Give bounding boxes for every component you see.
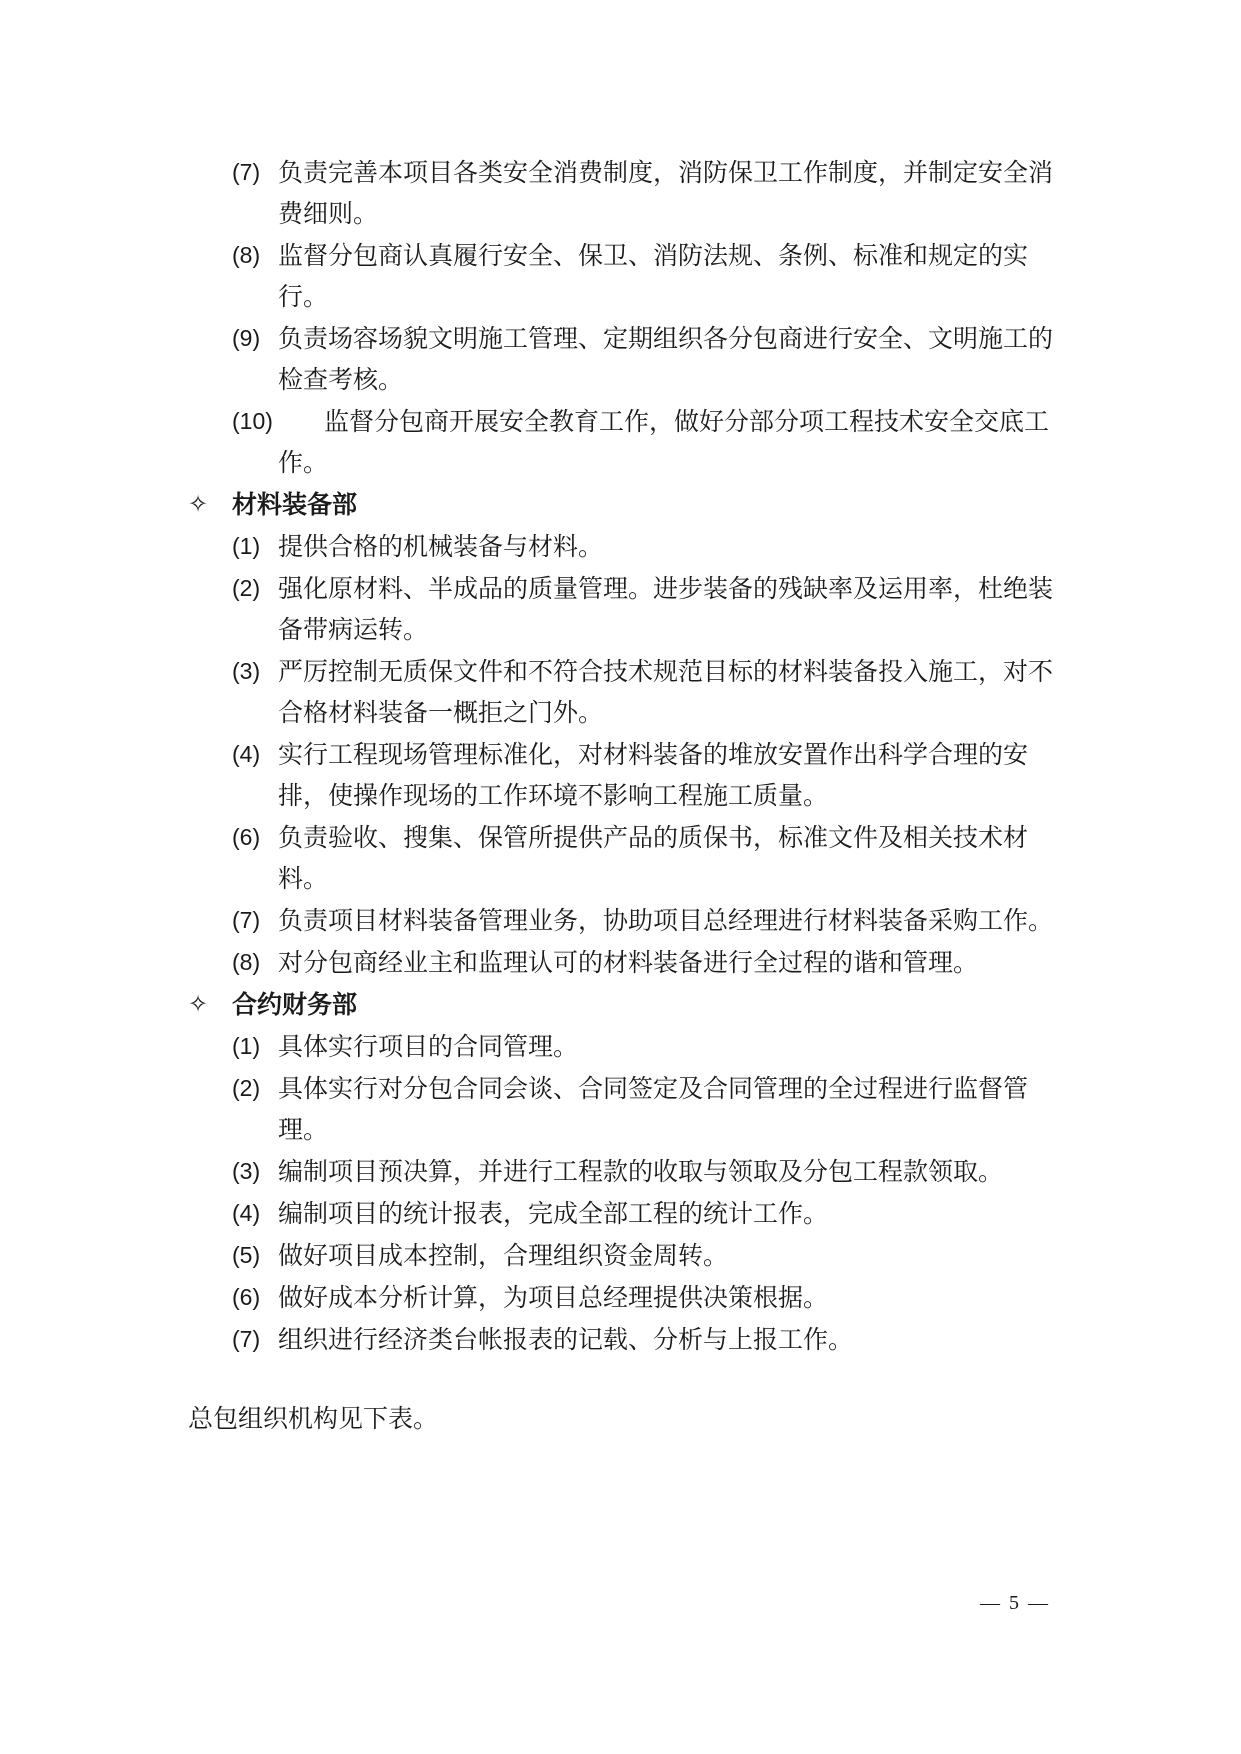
list-item (188, 1277, 1058, 1318)
list-item (188, 318, 1058, 400)
summary-paragraph: 总包组织机构见下表。 (188, 1404, 439, 1433)
list-item (188, 1319, 1058, 1360)
list-item (188, 401, 1058, 483)
section-heading (188, 484, 1058, 525)
item-text: 提供合格的机械装备与材料。 (278, 532, 604, 561)
list-item (188, 1068, 1058, 1150)
list-item (188, 152, 1058, 234)
item-text: 具体实行对分包合同会谈、合同签定及合同管理的全过程进行监督管理。 (278, 1074, 1029, 1144)
list-item (188, 734, 1058, 816)
item-text: 负责场容场貌文明施工管理、定期组织各分包商进行安全、文明施工的检查考核。 (278, 324, 1054, 394)
section-heading-text: 材料装备部 (232, 490, 358, 519)
item-number: (1) (232, 1033, 261, 1059)
item-number: (4) (232, 1200, 261, 1226)
item-number: (1) (232, 533, 261, 559)
item-number: (3) (232, 1158, 261, 1184)
item-number: (8) (232, 242, 261, 268)
list-item (188, 1193, 1058, 1234)
item-number: (10) (232, 408, 273, 434)
item-number: (3) (232, 658, 261, 684)
item-text: 编制项目的统计报表，完成全部工程的统计工作。 (278, 1199, 829, 1228)
item-number: (8) (232, 949, 261, 975)
item-number: (9) (232, 325, 261, 351)
item-number: (6) (232, 1284, 261, 1310)
list-item (188, 568, 1058, 650)
item-text: 负责完善本项目各类安全消费制度，消防保卫工作制度，并制定安全消费细则。 (278, 158, 1054, 228)
list-item (188, 942, 1058, 983)
list-item (188, 651, 1058, 733)
section-heading-text: 合约财务部 (232, 990, 358, 1019)
item-number: (2) (232, 1075, 261, 1101)
item-text: 具体实行项目的合同管理。 (278, 1032, 579, 1061)
item-text: 严厉控制无质保文件和不符合技术规范目标的材料装备投入施工，对不合格材料装备一概拒之门外。 (278, 657, 1054, 727)
page-number: — 5 — (980, 1592, 1050, 1614)
item-text: 做好成本分析计算，为项目总经理提供决策根据。 (278, 1283, 829, 1312)
item-number: (7) (232, 907, 261, 933)
list-item (188, 235, 1058, 317)
item-text: 监督分包商认真履行安全、保卫、消防法规、条例、标准和规定的实行。 (278, 241, 1029, 311)
item-number: (4) (232, 741, 261, 767)
list-item (188, 526, 1058, 567)
item-number: (2) (232, 575, 261, 601)
list-item (188, 817, 1058, 899)
item-text: 编制项目预决算，并进行工程款的收取与领取及分包工程款领取。 (278, 1157, 1004, 1186)
item-number: (5) (232, 1242, 261, 1268)
item-text: 实行工程现场管理标准化，对材料装备的堆放安置作出科学合理的安排，使操作现场的工作环境不影响工程施工质量。 (278, 740, 1029, 810)
section-heading (188, 984, 1058, 1025)
item-text: 对分包商经业主和监理认可的材料装备进行全过程的谐和管理。 (278, 948, 979, 977)
list-item (188, 1151, 1058, 1192)
item-text: 负责项目材料装备管理业务，协助项目总经理进行材料装备采购工作。 (278, 906, 1054, 935)
diamond-bullet-icon: ✧ (188, 490, 209, 518)
list-item (188, 1026, 1058, 1067)
item-number: (7) (232, 159, 261, 185)
list-item (188, 1235, 1058, 1276)
item-text: 负责验收、搜集、保管所提供产品的质保书，标准文件及相关技术材料。 (278, 823, 1029, 893)
list-item (188, 900, 1058, 941)
item-text: 组织进行经济类台帐报表的记载、分析与上报工作。 (278, 1325, 854, 1354)
item-text: 做好项目成本控制，合理组织资金周转。 (278, 1241, 729, 1270)
item-number: (6) (232, 824, 261, 850)
document-body (188, 152, 1058, 1439)
item-number: (7) (232, 1326, 261, 1352)
item-text: 监督分包商开展安全教育工作，做好分部分项工程技术安全交底工作。 (278, 407, 1050, 477)
item-text: 强化原材料、半成品的质量管理。进步装备的残缺率及运用率，杜绝装备带病运转。 (278, 574, 1054, 644)
diamond-bullet-icon: ✧ (188, 990, 209, 1018)
